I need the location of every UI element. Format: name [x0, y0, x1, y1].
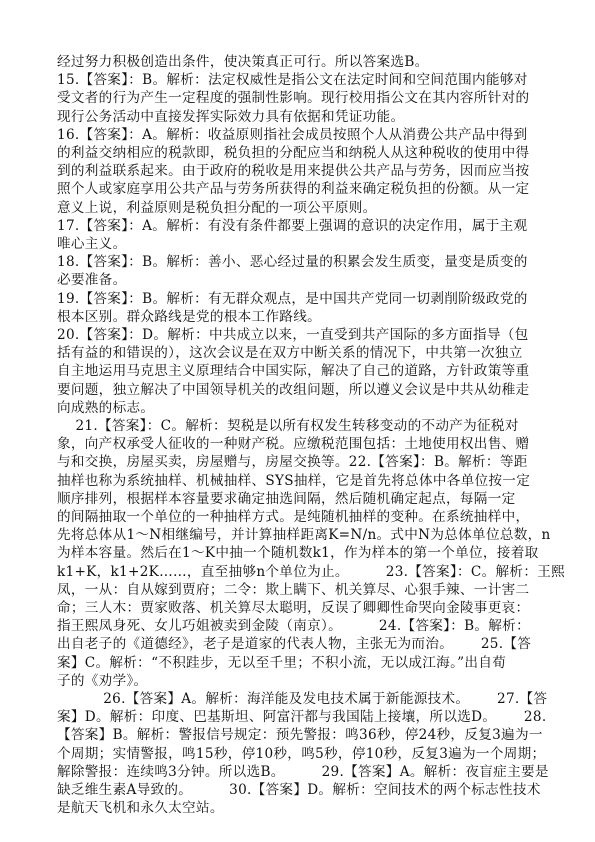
text-line: 先将总体从1～N相继编号，并计算抽样距离K=N/n。式中N为总体单位总数，n [57, 527, 551, 544]
text-line: 到的利益联系起来。由于政府的税收是用来提供公共产品与劳务，因而应当按 [57, 163, 530, 180]
text-line: 21.【答案】：C。解析：契税是以所有权发生转移变动的不动产为征税对 [57, 418, 519, 434]
text-line: 20.【答案】：D。解析：中共成立以来，一直受到共产国际的多方面指导（包 [57, 327, 529, 343]
text-line: 经过努力积极创造出条件，使决策真正可行。所以答案选B。 [57, 54, 429, 70]
text-line: 根本区别。群众路线是党的根本工作路线。 [57, 308, 321, 325]
text-line: 受文者的行为产生一定程度的强制性影响。现行校用指公文在其内容所针对的 [57, 90, 530, 107]
text-line: k1+K，k1+2K……，直至抽够n个单位为止。 23.【答案】：C。解析：王熙 [57, 563, 565, 580]
text-line: 现行公务活动中直接发挥实际效力具有依据和凭证功能。 [57, 108, 405, 125]
text-line: 抽样也称为系统抽样、机械抽样、SYS抽样，它是首先将总体中各单位按一定 [57, 472, 531, 489]
text-line: 15.【答案】：B。解析：法定权威性是指公文在法定时间和空间范围内能够对 [57, 72, 528, 89]
text-line: 缺乏维生素A导致的。 30.【答案】D。解析：空间技术的两个标志性技术 [57, 782, 541, 798]
text-line: 必要准备。 [57, 272, 127, 289]
text-line: 出自老子的《道德经》，老子是道家的代表人物，主张无为而治。 25.【答 [57, 636, 532, 653]
text-line: 照个人或家庭享用公共产品与劳务所获得的利益来确定税负担的份额。从一定 [57, 181, 530, 198]
text-line: 19.【答案】：B。解析：有无群众观点，是中国共产党同一切剥削阶级政党的 [57, 290, 528, 307]
text-line: 【答案】B。解析：警报信号规定：预先警报：鸣36秒，停24秒，反复3遍为一 [57, 727, 543, 744]
text-line: 的利益交纳相应的税款即，税负担的分配应当和纳税人从这种税收的使用中得 [57, 145, 530, 161]
text-line: 的间隔抽取一个单位的一种抽样方式。是纯随机抽样的变种。在系统抽样中， [57, 509, 530, 525]
text-line: 为样本容量。然后在1～K中抽一个随机数k1，作为样本的第一个单位，接着取 [57, 545, 539, 562]
text-line: 意义上说，利益原则是税负担分配的一项公平原则。 [57, 199, 377, 216]
text-line: 唯心主义。 [57, 236, 127, 252]
text-line: 子的《劝学》。 [57, 672, 148, 689]
text-line: 凤，一从：自从嫁到贾府；二令：欺上瞒下、机关算尽、心狠手辣、一计害二 [57, 581, 530, 598]
text-line: 17.【答案】：A。解析：有没有条件都要上强调的意识的决定作用，属于主观 [57, 217, 528, 234]
text-line: 个周期；实情警报，鸣15秒，停10秒，鸣5秒，停10秒，反复3遍为一个周期； [57, 745, 546, 762]
text-line: 与和交换，房屋买卖，房屋赠与，房屋交换等。22.【答案】：B。解析：等距 [57, 454, 528, 471]
text-line: 顺序排列，根据样本容量要求确定抽选间隔，然后随机确定起点，每隔一定 [57, 490, 516, 507]
text-line: 要问题，独立解决了中国领导机关的改组问题，所以遵义会议是中共从幼稚走 [57, 381, 530, 398]
text-line: 16.【答案】：A。解析：收益原则指社会成员按照个人从消费公共产品中得到 [57, 126, 528, 143]
text-line: 指王熙凤身死、女儿巧姐被卖到金陵（南京）。 24.【答案】：B。解析： [57, 618, 530, 635]
text-line: 象，向产权承受人征收的一种财产税。应缴税范围包括：土地使用权出售、赠 [57, 436, 530, 453]
text-line: 案】C。解析：“不积跬步，无以至千里；不积小流，无以成江海。”出自荀 [57, 654, 507, 671]
text-line: 命；三人木：贾家败落、机关算尽太聪明，反误了卿卿性命哭向金陵事更哀： [57, 600, 530, 616]
text-line: 向成熟的标志。 [57, 399, 155, 416]
text-line: 26.【答案】A。解析：海洋能及发电技术属于新能源技术。 27.【答 [57, 691, 548, 707]
text-line: 括有益的和错误的），这次会议是在双方中断关系的情况下，中共第一次独立 [57, 345, 523, 362]
text-line: 自主地运用马克思主义原理结合中国实际，解决了自己的道路，方针政策等重 [57, 363, 530, 380]
text-line: 解除警报：连续鸣3分钟。所以选B。 29.【答案】A。解析：夜盲症主要是 [57, 763, 549, 780]
text-line: 18.【答案】：B。解析：善小、恶心经过量的积累会发生质变，量变是质变的 [57, 254, 528, 271]
text-line: 是航天飞机和永久太空站。 [57, 800, 224, 817]
text-line: 案】D。解析：印度、巴基斯坦、阿富汗都与我国陆上接壤，所以选D。 28. [57, 709, 547, 726]
